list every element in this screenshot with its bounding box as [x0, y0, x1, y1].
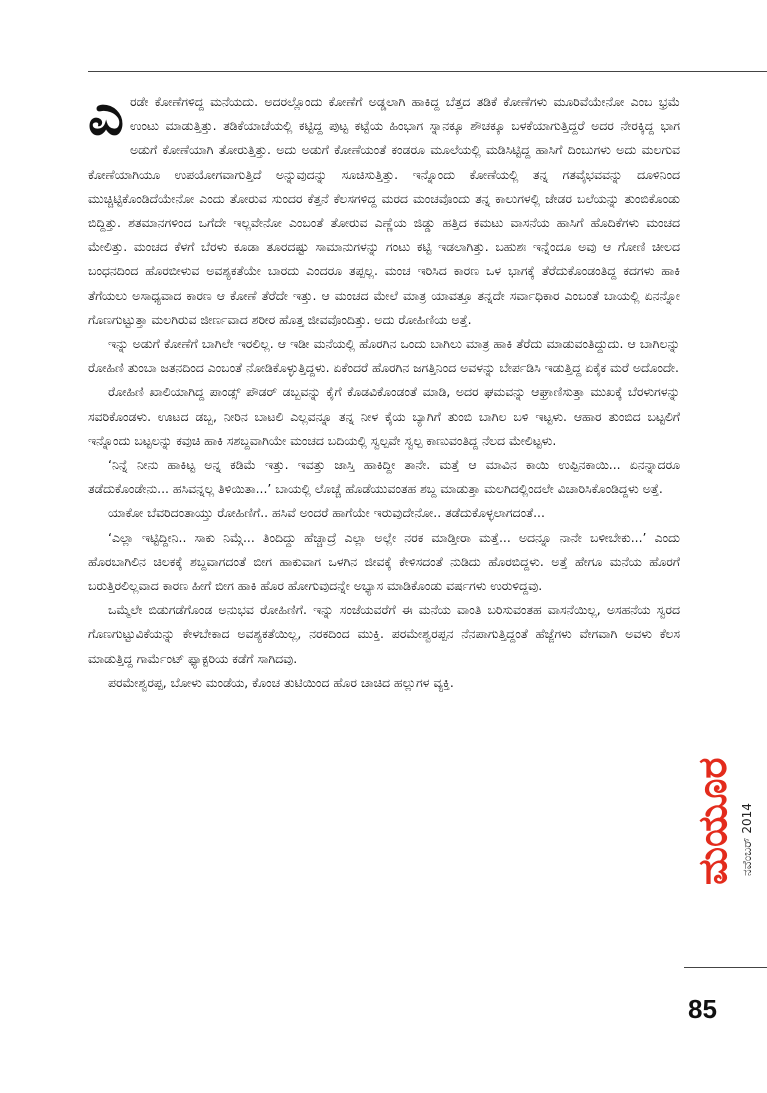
magazine-logo: ಮಯೂರ [690, 757, 736, 885]
paragraph-3: ರೋಹಿಣಿ ಖಾಲಿಯಾಗಿದ್ದ ಪಾಂಡ್ಸ್ ಪೌಡರ್ ಡಬ್ಬವನ್ನು ಕೈಗೆ ಕೊಡವಿಕೊಂಡಂತೆ ಮಾಡಿ, ಅದರ ಘಮವನ್ನು ಆಘ್ರಾಣಿಸುತ್ತಾ ಮುಖಕ್ಕೆ ಬೆರಳುಗಳನ್ನು ಸವರಿಕೊಂಡಳು. ಊಟದ ಡಬ್ಬ, ನೀರಿನ ಬಾಟಲಿ ಎಲ್ಲವನ್ನೂ ತನ್ನ ನೀಳ ಕೈಯ ಬ್ಯಾಗಿಗೆ ತುಂಬಿ ಬಾಗಿಲ ಬಳಿ ಇಟ್ಟಳು. ಆಹಾರ ತುಂಬಿದ ಬಟ್ಟಲಿಗೆ ಇನ್ನೊಂದು ಬಟ್ಟಲನ್ನು ಕವುಚಿ ಹಾಕಿ ಸಶಬ್ದವಾಗಿಯೇ ಮಂಚದ ಬದಿಯಲ್ಲಿ ಸ್ವಲ್ಪವೇ ಸ್ವಲ್ಪ ಕಾಣುವಂತಿದ್ದ ನೆಲದ ಮೇಲಿಟ್ಟಳು. [88, 384, 680, 448]
paragraph-text: ರಡೇ ಕೋಣೆಗಳಿದ್ದ ಮನೆಯದು. ಅದರಲ್ಲೊಂದು ಕೋಣೆಗೆ ಅಡ್ಡಲಾಗಿ ಹಾಕಿದ್ದ ಬೆತ್ತದ ತಡಿಕೆ ಕೋಣೆಗಳು ಮೂರಿವೆಯೇನೋ ಎಂಬ ಭ್ರಮೆ ಉಂಟು ಮಾಡುತ್ತಿತ್ತು. ತಡಿಕೆಯಾಚೆಯಲ್ಲಿ ಕಟ್ಟಿದ್ದ ಪುಟ್ಟ ಕಟ್ಟೆಯ ಹಿಂಭಾಗ ಸ್ನಾನಕ್ಕೂ ಶೌಚಕ್ಕೂ ಬಳಕೆಯಾಗುತ್ತಿದ್ದರೆ ಅದರ ನೇರಕ್ಕಿದ್ದ ಭಾಗ ಅಡುಗೆ ಕೋಣೆಯಾಗಿ ತೋರುತ್ತಿತ್ತು. ಅದು ಅಡುಗೆ ಕೋಣೆಯಂತೆ ಕಂಡರೂ ಮೂಲೆಯಲ್ಲಿ ಮಡಿಸಿಟ್ಟಿದ್ದ ಹಾಸಿಗೆ ದಿಂಬುಗಳು ಅದು ಮಲಗುವ ಕೋಣೆಯಾಗಿಯೂ ಉಪಯೋಗವಾಗುತ್ತಿದೆ ಅನ್ನುವುದನ್ನು ಸೂಚಿಸುತ್ತಿತ್ತು. ಇನ್ನೊಂದು ಕೋಣೆಯಲ್ಲಿ ತನ್ನ ಗತವೈಭವವನ್ನು ದೂಳಿನಿಂದ ಮುಚ್ಚಿಟ್ಟಿಕೊಂಡಿದೆಯೇನೋ ಎಂದು ತೋರುವ ಸುಂದರ ಕೆತ್ತನೆ ಕೆಲಸಗಳಿದ್ದ ಮರದ ಮಂಚವೊಂದು ತನ್ನ ಕಾಲುಗಳಲ್ಲಿ ಜೇಡರ ಬಲೆಯನ್ನು ತುಂಬಿಕೊಂಡು ಬಿದ್ದಿತ್ತು. ಶತಮಾನಗಳಿಂದ ಒಗೆದೇ ಇಲ್ಲವೇನೋ ಎಂಬಂತೆ ತೋರುವ ಎಣ್ಣೆಯ ಜಿಡ್ಡು ಹತ್ತಿದ ಕಮಟು ವಾಸನೆಯ ಹಾಸಿಗೆ ಹೊದಿಕೆಗಳು ಮಂಚದ ಮೇಲಿತ್ತು. ಮಂಚದ ಕೆಳಗೆ ಬೆರಳು ಕೂಡಾ ತೂರದಷ್ಟು ಸಾಮಾನುಗಳನ್ನು ಗಂಟು ಕಟ್ಟಿ ಇಡಲಾಗಿತ್ತು. ಬಹುಶಃ ಇನ್ನೆಂದೂ ಅವು ಆ ಗೋಣಿ ಚೀಲದ ಬಂಧನದಿಂದ ಹೊರಬೀಳುವ ಅವಶ್ಯಕತೆಯೇ ಬಾರದು ಎಂದರೂ ತಪ್ಪಲ್ಲ. ಮಂಚ ಇರಿಸಿದ ಕಾರಣ ಒಳ ಭಾಗಕ್ಕೆ ತೆರೆದುಕೊಂಡಂತಿದ್ದ ಕದಗಳು ಹಾಕಿ ತೆಗೆಯಲು ಅಸಾಧ್ಯವಾದ ಕಾರಣ ಆ ಕೋಣೆ ತೆರೆದೇ ಇತ್ತು. ಆ ಮಂಚದ ಮೇಲೆ ಮಾತ್ರ ಯಾವತ್ತೂ ತನ್ನದೇ ಸರ್ವಾಧಿಕಾರ ಎಂಬಂತೆ ಬಾಯಲ್ಲಿ ಏನನ್ನೋ ಗೊಣಗುಟ್ಟುತ್ತಾ ಮಲಗಿರುವ ಜೀರ್ಣವಾದ ಶರೀರ ಹೊತ್ತ ಜೀವವೊಂದಿತ್ತು. ಅದು ರೋಹಿಣಿಯ ಅತ್ತೆ. [88, 94, 680, 327]
page-number: 85 [688, 994, 717, 1024]
paragraph-2: ಇನ್ನು ಅಡುಗೆ ಕೋಣೆಗೆ ಬಾಗಿಲೇ ಇರಲಿಲ್ಲ. ಆ ಇಡೀ ಮನೆಯಲ್ಲಿ ಹೊರಗಿನ ಒಂದು ಬಾಗಿಲು ಮಾತ್ರ ಹಾಕಿ ತೆರೆದು ಮಾಡುವಂತಿದ್ದುದು. ಆ ಬಾಗಿಲನ್ನು ರೋಹಿಣಿ ತುಂಬಾ ಜತನದಿಂದ ಎಂಬಂತೆ ನೋಡಿಕೊಳ್ಳುತ್ತಿದ್ದಳು. ಏಕೆಂದರೆ ಹೊರಗಿನ ಜಗತ್ತಿನಿಂದ ಅವಳನ್ನು ಬೇರ್ಪಡಿಸಿ ಇಡುತ್ತಿದ್ದ ಏಕೈಕ ಮರೆ ಅದೊಂದೇ. [88, 336, 680, 376]
drop-cap: ಎ [88, 83, 124, 148]
paragraph-7: ಒಮ್ಮೆಲೇ ಬಿಡುಗಡೆಗೊಂಡ ಅನುಭವ ರೋಹಿಣಿಗೆ. ಇನ್ನು ಸಂಜೆಯವರೆಗೆ ಈ ಮನೆಯ ವಾಂತಿ ಬರಿಸುವಂತಹ ವಾಸನೆಯಿಲ್ಲ, ಅಸಹನೆಯ ಸ್ವರದ ಗೊಣಗುಟ್ಟುವಿಕೆಯನ್ನು ಕೇಳಬೇಕಾದ ಅವಶ್ಯಕತೆಯಿಲ್ಲ, ನರಕದಿಂದ ಮುಕ್ತಿ. ಪರಮೇಶ್ವರಪ್ಪನ ನೆನಪಾಗುತ್ತಿದ್ದಂತೆ ಹೆಜ್ಜೆಗಳು ವೇಗವಾಗಿ ಅವಳು ಕೆಲಸ ಮಾಡುತ್ತಿದ್ದ ಗಾರ್ಮೆಂಟ್ ಫ್ಯಾಕ್ಟರಿಯ ಕಡೆಗೆ ಸಾಗಿದವು. [88, 602, 680, 666]
paragraph-5: ಯಾಕೋ ಬೆವರಿದಂತಾಯ್ತು ರೋಹಿಣಿಗೆ.. ಹಸಿವೆ ಅಂದರೆ ಹಾಗೆಯೇ ಇರುವುದೇನೋ.. ತಡೆದುಕೊಳ್ಳಲಾಗದಂತೆ... [108, 505, 545, 521]
top-rule [88, 71, 767, 72]
bottom-rule [684, 967, 767, 968]
issue-date: ನವೆಂಬರ್ 2014 [740, 803, 754, 876]
article-body [88, 83, 680, 695]
paragraph-4: ‘ನಿನ್ನೆ ನೀನು ಹಾಕಿಟ್ಟ ಅನ್ನ ಕಡಿಮೆ ಇತ್ತು. ಇವತ್ತು ಜಾಸ್ತಿ ಹಾಕಿದ್ದೀ ತಾನೇ. ಮತ್ತೆ ಆ ಮಾವಿನ ಕಾಯಿ ಉಪ್ಪಿನಕಾಯಿ... ಏನನ್ನಾದರೂ ತಡೆದುಕೊಂಡೇನು... ಹಸಿವನ್ನಲ್ಲ ತಿಳಿಯಿತಾ...’ ಬಾಯಲ್ಲಿ ಲೊಚ್ಚೆ ಹೊಡೆಯುವಂತಹ ಶಬ್ದ ಮಾಡುತ್ತಾ ಮಲಗಿದಲ್ಲಿಂದಲೇ ವಿಚಾರಿಸಿಕೊಂಡಿದ್ದಳು ಅತ್ತೆ. [88, 457, 680, 497]
paragraph-1 [88, 83, 680, 332]
paragraph-6: ‘ಎಲ್ಲಾ ಇಟ್ಟಿದ್ದೀನಿ.. ಸಾಕು ನಿಮ್ಗೆ... ತಿಂದಿದ್ದು ಹೆಚ್ಚಾದ್ರೆ ಎಲ್ಲಾ ಅಲ್ಲೇ ನರಕ ಮಾಡ್ತೀರಾ ಮತ್ತೆ... ಅದನ್ನೂ ನಾನೇ ಬಳೀಬೇಕು...’ ಎಂದು ಹೊರಬಾಗಿಲಿನ ಚಿಲಕಕ್ಕೆ ಶಬ್ದವಾಗದಂತೆ ಬೀಗ ಹಾಕುವಾಗ ಒಳಗಿನ ಜೀವಕ್ಕೆ ಕೇಳಿಸದಂತೆ ನುಡಿದು ಹೊರಬಿದ್ದಳು. ಅತ್ತೆ ಹೇಗೂ ಮನೆಯ ಹೊರಗೆ ಬರುತ್ತಿರಲಿಲ್ಲವಾದ ಕಾರಣ ಹೀಗೆ ಬೀಗ ಹಾಕಿ ಹೊರ ಹೋಗುವುದನ್ನೇ ಅಭ್ಯಾಸ ಮಾಡಿಕೊಂಡು ವರ್ಷಗಳು ಉರುಳಿದ್ದವು. [88, 529, 680, 594]
paragraph-8: ಪರಮೇಶ್ವರಪ್ಪ, ಬೋಳು ಮಂಡೆಯ, ಕೊಂಚ ತುಟಿಯಿಂದ ಹೊರ ಚಾಚಿದ ಹಲ್ಲುಗಳ ವ್ಯಕ್ತಿ. [108, 674, 454, 690]
